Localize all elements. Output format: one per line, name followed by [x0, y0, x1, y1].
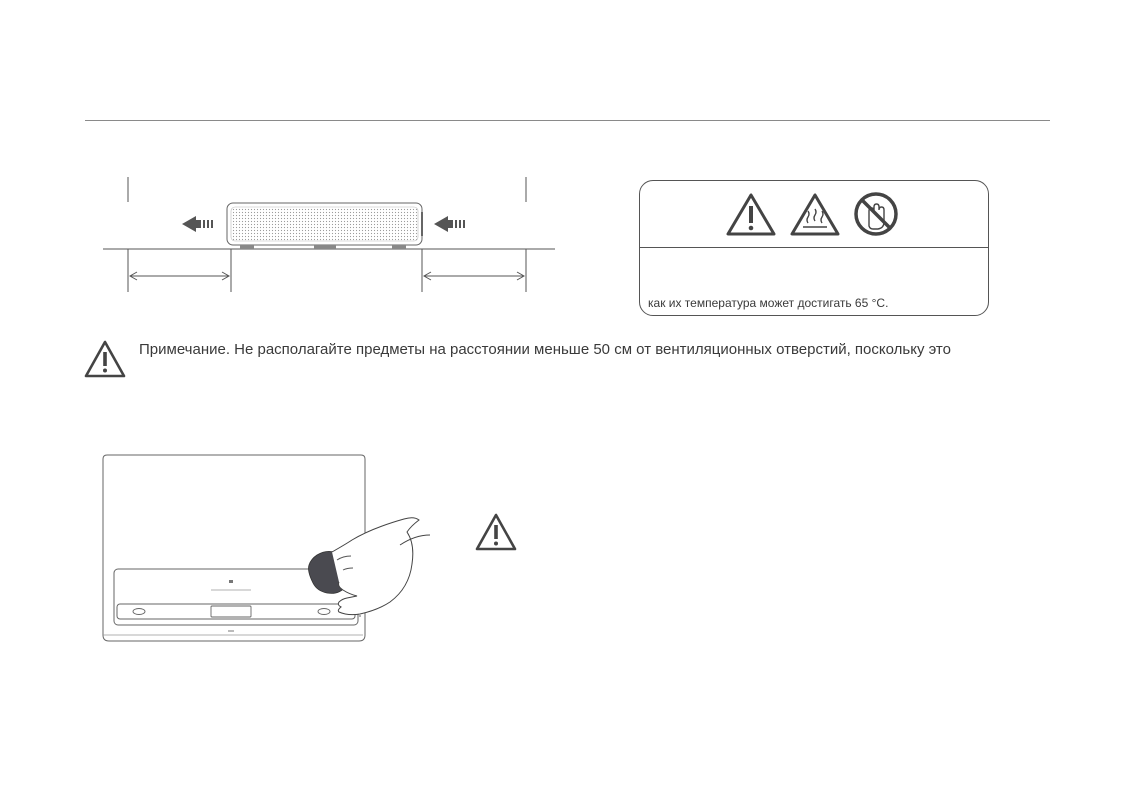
airflow-arrow-left	[182, 216, 213, 232]
heat-warning-box	[639, 180, 989, 316]
clearance-dimension-left	[130, 272, 229, 280]
projector-cleaning-illustration	[95, 450, 440, 650]
ventilation-clearance-diagram	[100, 172, 560, 297]
warning-box-divider	[640, 247, 988, 248]
warning-symbols-row	[640, 181, 988, 247]
warning-triangle-icon	[84, 339, 126, 379]
projector-side-view	[227, 203, 422, 249]
warning-triangle-icon	[475, 512, 517, 552]
no-touch-icon	[856, 194, 896, 234]
warning-text: как их температура может достигать 65 °C.	[648, 296, 889, 310]
warning-triangle-icon	[728, 195, 774, 234]
header-rule	[85, 120, 1050, 121]
note-text: Примечание. Не располагайте предметы на расстоянии меньше 50 см от вентиляционных отверстий, поскольку это	[139, 341, 951, 358]
clearance-dimension-right	[424, 272, 524, 280]
airflow-arrow-right	[434, 216, 465, 232]
hot-surface-icon	[792, 195, 838, 234]
